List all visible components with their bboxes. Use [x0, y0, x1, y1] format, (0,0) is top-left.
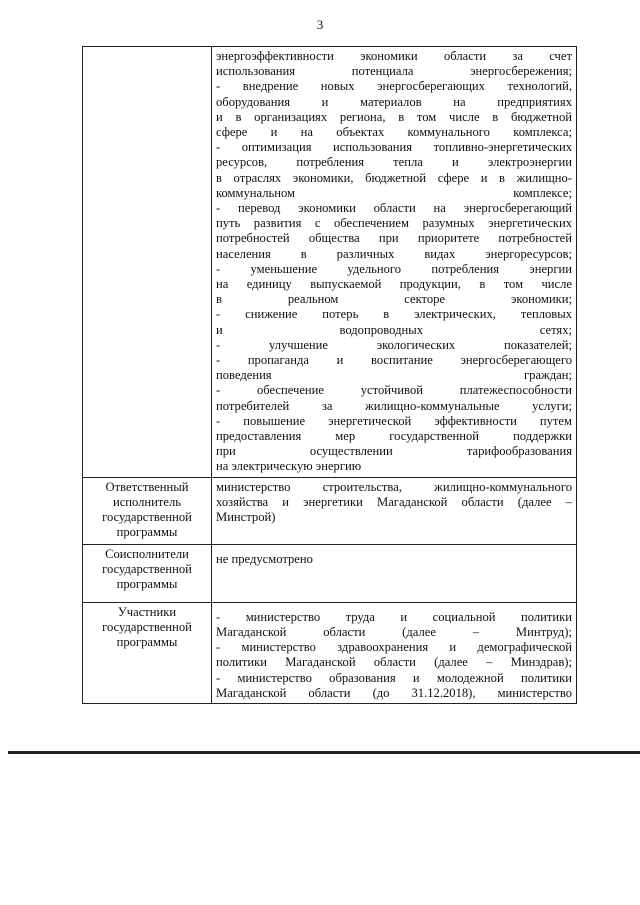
row-label: Участники государственной программы [83, 602, 212, 703]
text-line: коммунальном комплексе; [216, 185, 572, 200]
row-label [83, 47, 212, 478]
text-line: - министерство образования и молодежной политики [216, 670, 572, 685]
horizontal-rule [8, 751, 640, 754]
text-line: энергоэффективности экономики области за счет [216, 49, 572, 63]
row-content [212, 477, 577, 544]
table-row-responsible-executor [83, 477, 577, 544]
text-line: на единицу выпускаемой продукции, в том числе [216, 277, 572, 292]
text-line: - министерство здравоохранения и демографической [216, 640, 572, 655]
row-content [212, 544, 577, 602]
page-number: 3 [316, 17, 324, 32]
row-label: Ответственный исполнитель государственной программы [83, 477, 212, 544]
text-line: потребностей общества при приоритете потребностей [216, 231, 572, 246]
text-line: - улучшение экологических показателей; [216, 337, 572, 352]
text-line: - повышение энергетической эффективности путем [216, 413, 572, 428]
text-line: Минстрой) [216, 510, 276, 525]
text-line: в отраслях экономики, бюджетной сфере и в жилищно- [216, 170, 572, 185]
row-content [212, 602, 577, 703]
text-line: на электрическую энергию [216, 459, 362, 474]
text-line: не предусмотрено [216, 551, 313, 566]
text-line: в реальном секторе экономики; [216, 292, 572, 307]
text-line: политики Магаданской области (далее – Минздрав); [216, 655, 572, 670]
text-line: - обеспечение устойчивой платежеспособности [216, 383, 572, 398]
text-line: - внедрение новых энергосберегающих технологий, [216, 79, 572, 94]
text-line: - уменьшение удельного потребления энергии [216, 261, 572, 276]
text-line: и в организациях региона, в том числе в бюджетной [216, 109, 572, 124]
text-line: сфере и на объектах коммунального комплекса; [216, 125, 572, 140]
text-line: Магаданской области (до 31.12.2018), министерство [216, 685, 572, 700]
text-line: министерство строительства, жилищно-коммунального [216, 479, 572, 494]
text-line: использования потенциала энергосбережения; [216, 64, 572, 79]
text-line: - пропаганда и воспитание энергосберегающего [216, 353, 572, 368]
text-line: хозяйства и энергетики Магаданской области (далее – [216, 494, 572, 509]
row-content [212, 47, 577, 478]
text-line: потребителей за жилищно-коммунальные услуги; [216, 398, 572, 413]
text-line: - снижение потерь в электрических, тепловых [216, 307, 572, 322]
text-line: - министерство труда и социальной политики [216, 609, 572, 624]
text-line: - оптимизация использования топливно-энергетических [216, 140, 572, 155]
table-row-participants [83, 602, 577, 703]
row-label: Соисполнители государственной программы [83, 544, 212, 602]
table-row-co-executors [83, 544, 577, 602]
program-passport-table [82, 46, 577, 704]
text-line: при осуществлении тарифообразования [216, 444, 572, 459]
table-row-tasks [83, 47, 577, 478]
text-line: путь развития с обеспечением разумных энергетических [216, 216, 572, 231]
text-line: оборудования и материалов на предприятиях [216, 94, 572, 109]
text-line: поведения граждан; [216, 368, 572, 383]
text-line: и водопроводных сетях; [216, 322, 572, 337]
text-line: Магаданской области (далее – Минтруд); [216, 624, 572, 639]
text-line: населения в различных видах энергоресурсов; [216, 246, 572, 261]
text-line: предоставления мер государственной поддержки [216, 429, 572, 444]
text-line: ресурсов, потребления тепла и электроэнергии [216, 155, 572, 170]
text-line: - перевод экономики области на энергосберегающий [216, 201, 572, 216]
